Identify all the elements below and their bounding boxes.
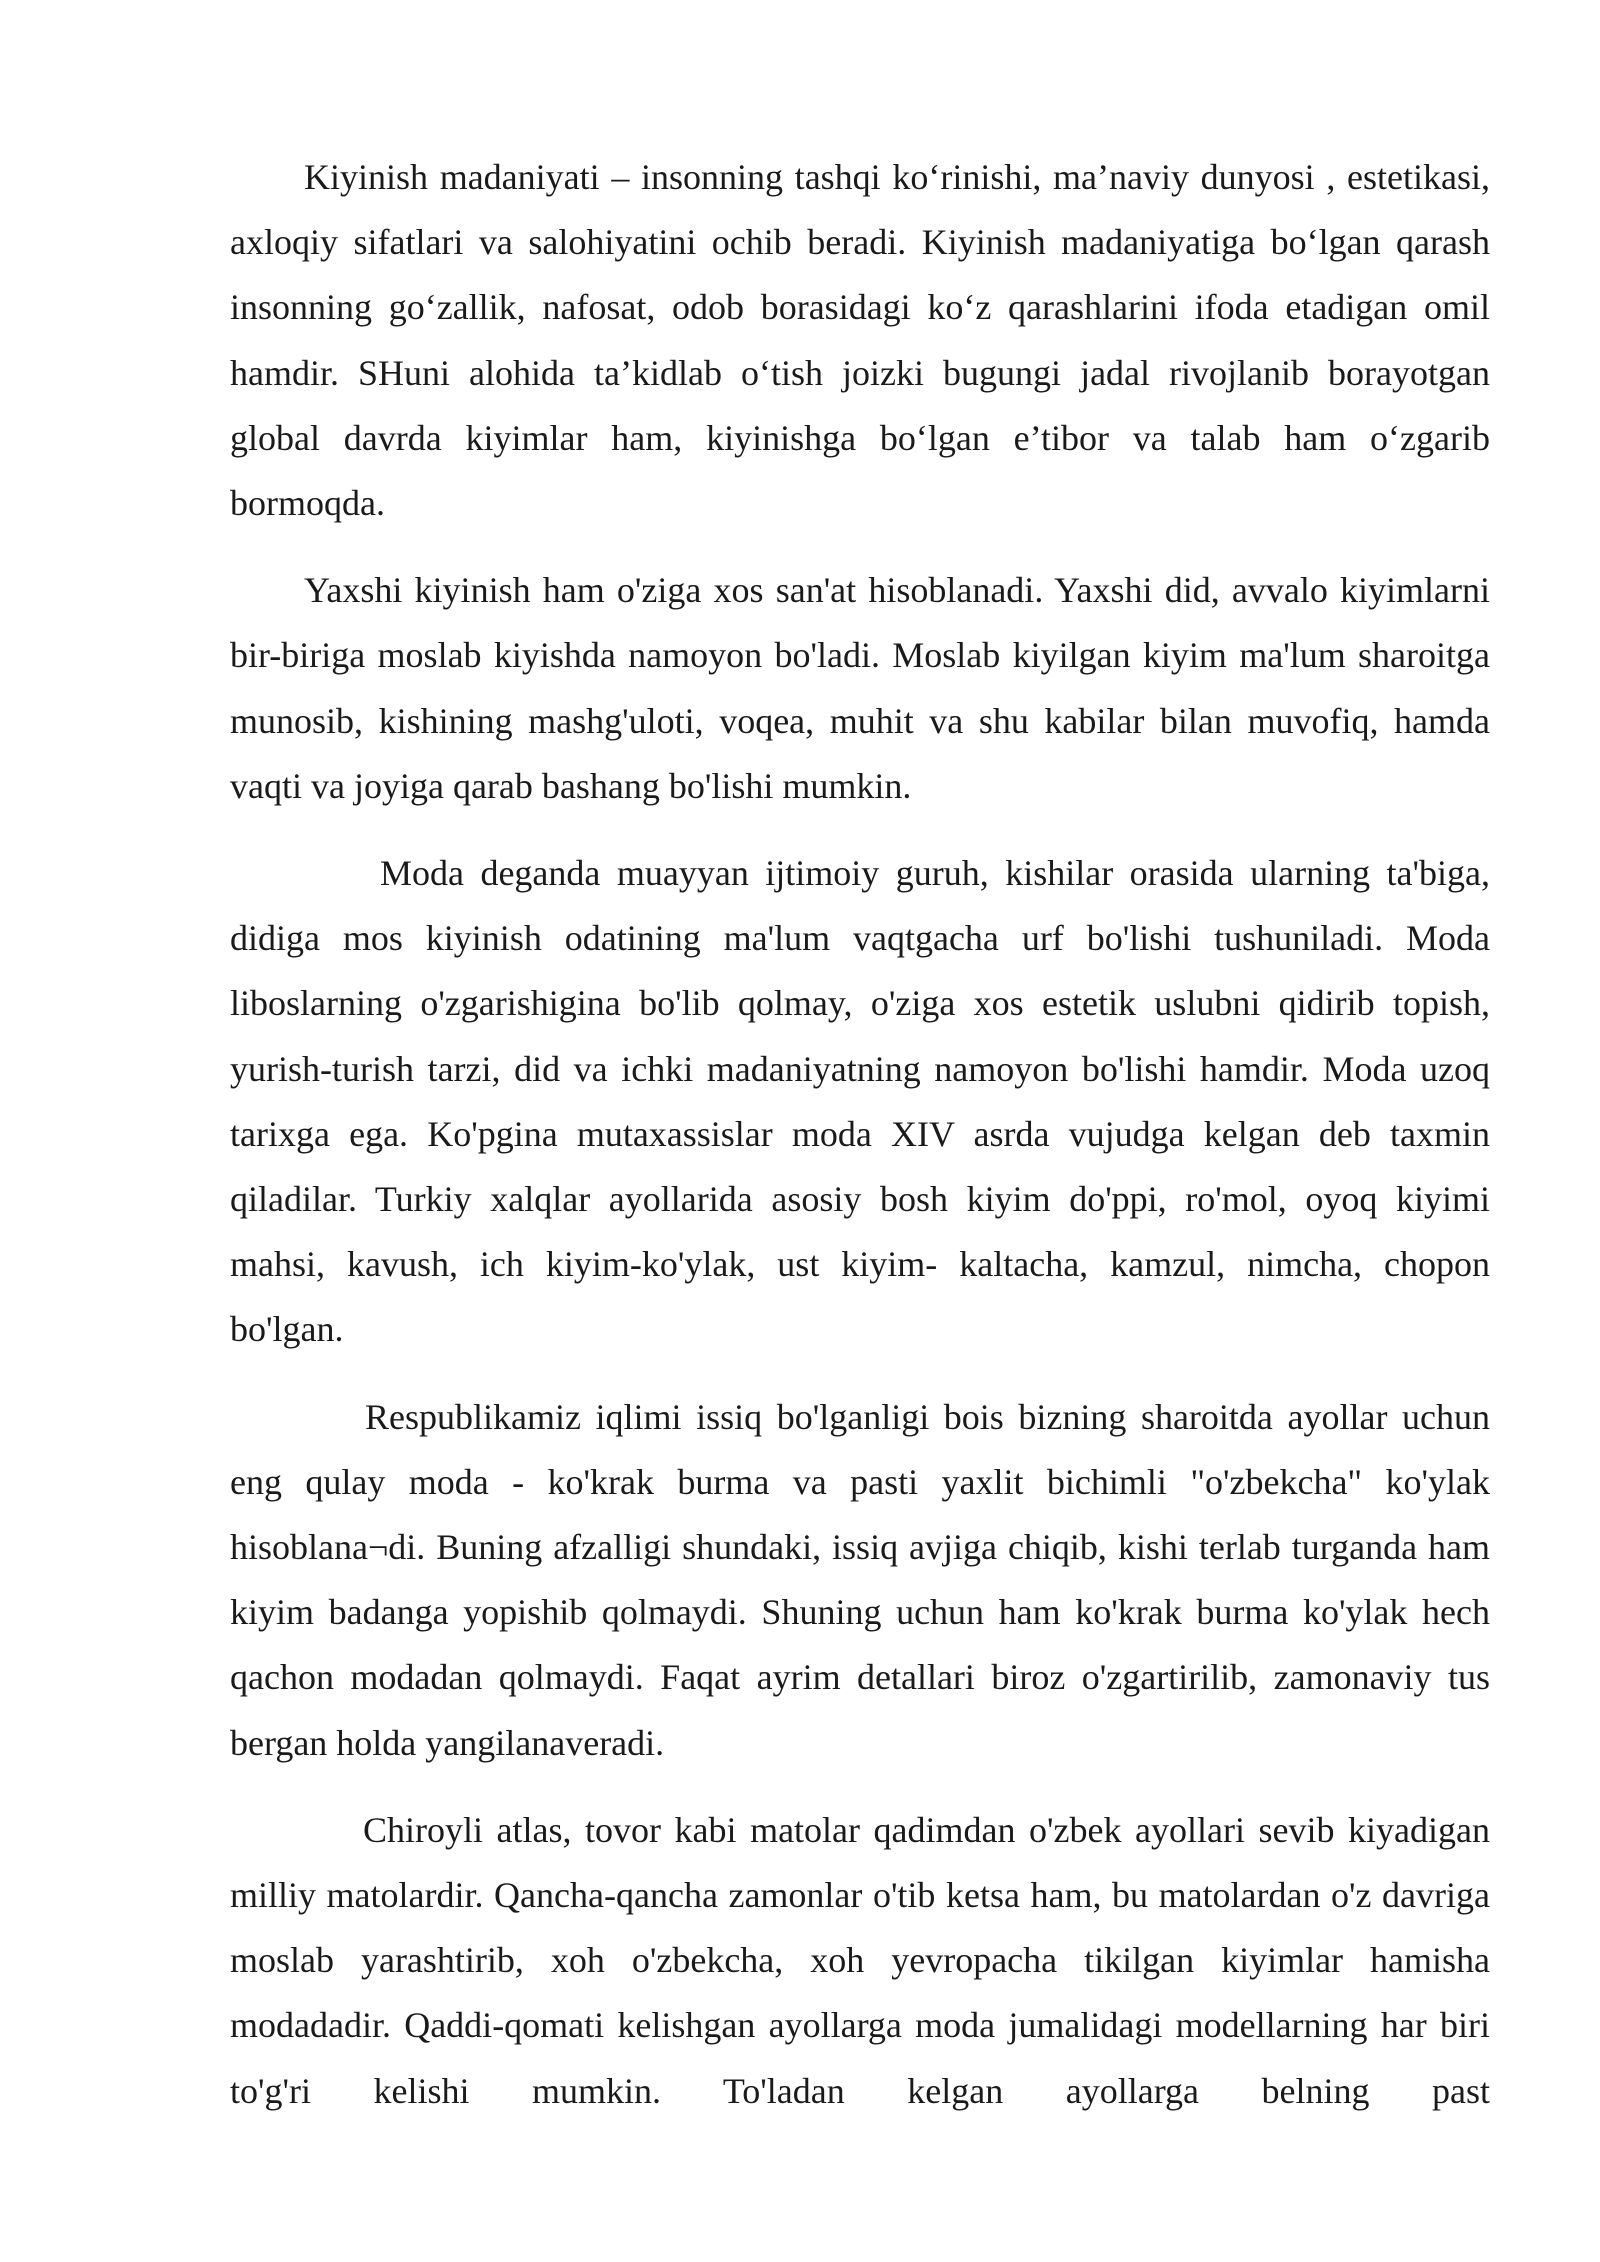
paragraph-fashion-definition: Moda deganda muayyan ijtimoiy guruh, kishilar orasida ularning ta'biga, didiga mos kiyinish odatining ma'lum vaqtgacha urf bo'lishi tushuniladi. Moda liboslarning o'zgarishigina bo'lib qolmay, o'ziga xos estetik uslubni qidirib topish, yurish-turish tarzi, did va ichki madaniyatning namoyon bo'lishi hamdir. Moda uzoq tarixga ega. Ko'pgina mutaxassislar moda XIV asrda vujudga kelgan deb taxmin qiladilar. Turkiy xalqlar ayollarida asosiy bosh kiyim do'ppi, ro'mol, oyoq kiyimi mahsi, kavush, ich kiyim-ko'ylak, ust kiyim- kaltacha, kamzul, nimcha, chopon bo'lgan. <box>230 853 1490 1350</box>
paragraph-uzbek-dress: Respublikamiz iqlimi issiq bo'lganligi bois bizning sharoitda ayollar uchun eng qulay moda - ko'krak burma va pasti yaxlit bichimli "o'zbekcha" ko'ylak hisoblana¬di. Buning afzalligi shundaki, issiq avjiga chiqib, kishi terlab turganda ham kiyim badanga yopishib qolmaydi. Shuning uchun ham ko'krak burma ko'ylak hech qachon modadan qolmaydi. Faqat ayrim detallari biroz o'zgartirilib, zamonaviy tus bergan holda yangilanaveradi. <box>230 1396 1490 1763</box>
document-body <box>230 145 1490 2124</box>
paragraph-clothing-culture: Kiyinish madaniyati – insonning tashqi ko‘rinishi, ma’naviy dunyosi , estetikasi, axloqiy sifatlari va salohiyatini ochib beradi. Kiyinish madaniyatiga bo‘lgan qarash insonning go‘zallik, nafosat, odob borasidagi ko‘z qarashlarini ifoda etadigan omil hamdir. SHuni alohida ta’kidlab o‘tish joizki bugungi jadal rivojlanib borayotgan global davrda kiyimlar ham, kiyinishga bo‘lgan e’tibor va talab ham o‘zgarib bormoqda. <box>230 157 1490 524</box>
paragraph-national-fabrics: Chiroyli atlas, tovor kabi matolar qadimdan o'zbek ayollari sevib kiyadigan milliy matolardir. Qancha-qancha zamonlar o'tib ketsa ham, bu matolardan o'z davriga moslab yarashtirib, xoh o'zbekcha, xoh yevropacha tikilgan kiyimlar hamisha modadadir. Qaddi-qomati kelishgan ayollarga moda jumalidagi modellarning har biri to'g'ri kelishi mumkin. To'ladan kelgan ayollarga belning past <box>230 1809 1490 2111</box>
paragraph-dressing-well: Yaxshi kiyinish ham o'ziga xos san'at hisoblanadi. Yaxshi did, avvalo kiyimlarni bir-biriga moslab kiyishda namoyon bo'ladi. Moslab kiyilgan kiyim ma'lum sharoitga munosib, kishining mashg'uloti, voqea, muhit va shu kabilar bilan muvofiq, hamda vaqti va joyiga qarab bashang bo'lishi mumkin. <box>230 570 1490 806</box>
